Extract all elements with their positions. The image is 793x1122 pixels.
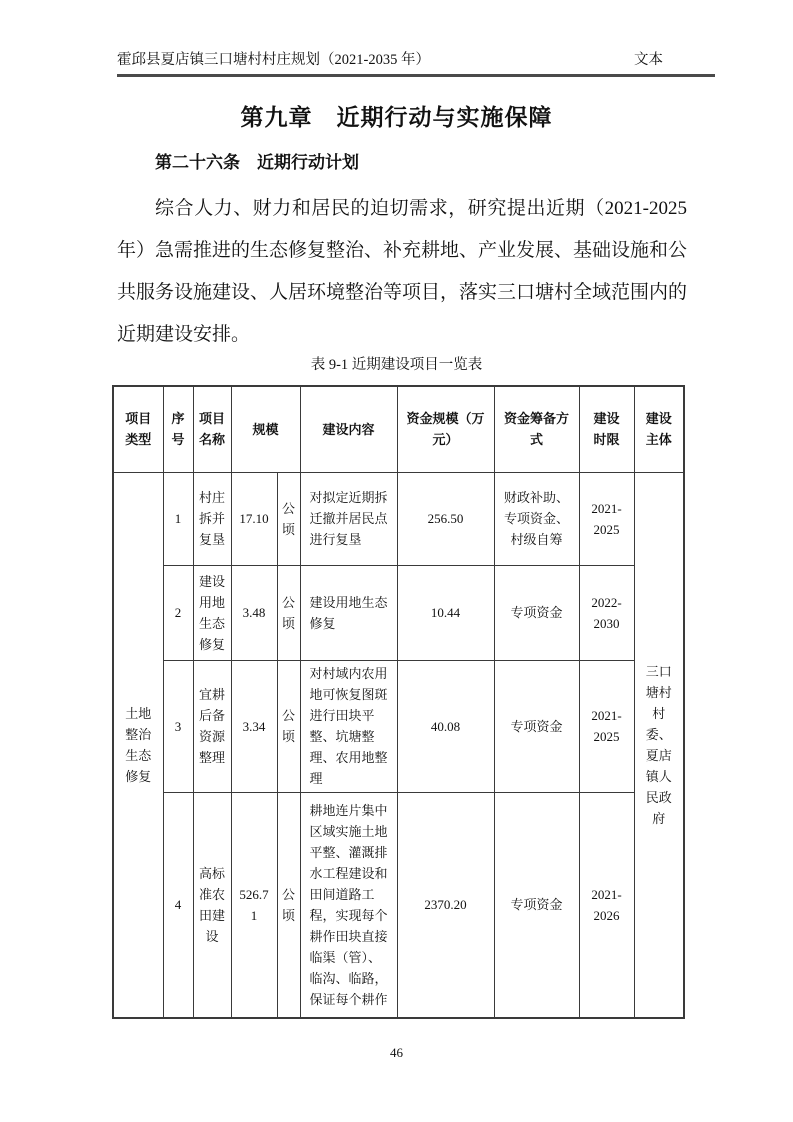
col-header-name-label: 项目名称 [199, 411, 226, 448]
cell-index: 2 [163, 565, 193, 660]
col-header-time [579, 386, 634, 472]
cell-scale: 17.10 [231, 472, 277, 565]
table-row [113, 472, 684, 565]
col-header-builder [634, 386, 684, 472]
cell-source: 财政补助、专项资金、村级自筹 [494, 472, 579, 565]
cell-scale: 3.34 [231, 660, 277, 792]
projects-table [112, 385, 685, 1019]
col-header-index-label: 序号 [171, 411, 185, 448]
col-header-source-label: 资金筹备方式 [504, 411, 570, 448]
col-header-fund [397, 386, 494, 472]
cell-name: 村庄拆并复垦 [193, 472, 231, 565]
cell-fund: 10.44 [397, 565, 494, 660]
col-header-name [193, 386, 231, 472]
cell-content: 建设用地生态修复 [300, 565, 397, 660]
cell-scale: 3.48 [231, 565, 277, 660]
cell-fund: 2370.20 [397, 792, 494, 1018]
cell-index: 3 [163, 660, 193, 792]
cell-unit: 公顷 [277, 565, 300, 660]
cell-index: 1 [163, 472, 193, 565]
col-header-category-label: 项目类型 [125, 411, 152, 448]
chapter-title: 第九章 近期行动与实施保障 [240, 105, 553, 130]
cell-fund: 40.08 [397, 660, 494, 792]
col-header-fund-label: 资金规模（万元） [406, 411, 485, 448]
cell-name: 高标准农田建设 [193, 792, 231, 1018]
cell-source: 专项资金 [494, 565, 579, 660]
cell-unit: 公顷 [277, 472, 300, 565]
header-doc-type: 文本 [634, 52, 663, 68]
col-header-content [300, 386, 397, 472]
cell-name: 宜耕后备资源整理 [193, 660, 231, 792]
col-header-time-label: 建设时限 [593, 411, 620, 448]
col-header-category [113, 386, 163, 472]
section-title: 第二十六条 近期行动计划 [155, 153, 359, 172]
body-paragraph: 综合人力、财力和居民的迫切需求，研究提出近期（2021-2025 年）急需推进的生态修复整治、补充耕地、产业发展、基础设施和公共服务设施建设、人居环境整治等项目，落实三口塘村全域范围内的近期建设安排。 [117, 198, 688, 345]
cell-content: 耕地连片集中区域实施土地平整、灌溉排水工程建设和田间道路工程，实现每个耕作田块直接临渠（管）、临沟、临路，保证每个耕作 [300, 792, 397, 1018]
cell-unit: 公顷 [277, 792, 300, 1018]
cell-index: 4 [163, 792, 193, 1018]
cell-time: 2022-2030 [579, 565, 634, 660]
table-caption: 表 9-1 近期建设项目一览表 [310, 357, 483, 373]
col-header-index [163, 386, 193, 472]
page-header [117, 0, 715, 77]
table-row [113, 792, 684, 1018]
cell-builder: 三口塘村村委、夏店镇人民政府 [634, 472, 684, 1018]
col-header-content-label: 建设内容 [322, 421, 375, 437]
table-row [113, 660, 684, 792]
cell-source: 专项资金 [494, 792, 579, 1018]
table-header-row [113, 386, 684, 472]
cell-content: 对拟定近期拆迁撤并居民点进行复垦 [300, 472, 397, 565]
table-row [113, 565, 684, 660]
page-number: 46 [390, 1045, 403, 1060]
col-header-scale-label: 规模 [252, 421, 279, 437]
header-doc-title: 霍邱县夏店镇三口塘村村庄规划（2021-2035 年） [117, 52, 430, 68]
cell-fund: 256.50 [397, 472, 494, 565]
col-header-builder-label: 建设主体 [645, 411, 672, 448]
cell-time: 2021-2026 [579, 792, 634, 1018]
cell-time: 2021-2025 [579, 660, 634, 792]
cell-time: 2021-2025 [579, 472, 634, 565]
cell-category: 土地整治生态修复 [113, 472, 163, 1018]
cell-name: 建设用地生态修复 [193, 565, 231, 660]
cell-unit: 公顷 [277, 660, 300, 792]
cell-scale: 526.71 [231, 792, 277, 1018]
col-header-source [494, 386, 579, 472]
col-header-scale [231, 386, 300, 472]
cell-source: 专项资金 [494, 660, 579, 792]
cell-content: 对村域内农用地可恢复图斑进行田块平整、坑塘整理、农用地整理 [300, 660, 397, 792]
